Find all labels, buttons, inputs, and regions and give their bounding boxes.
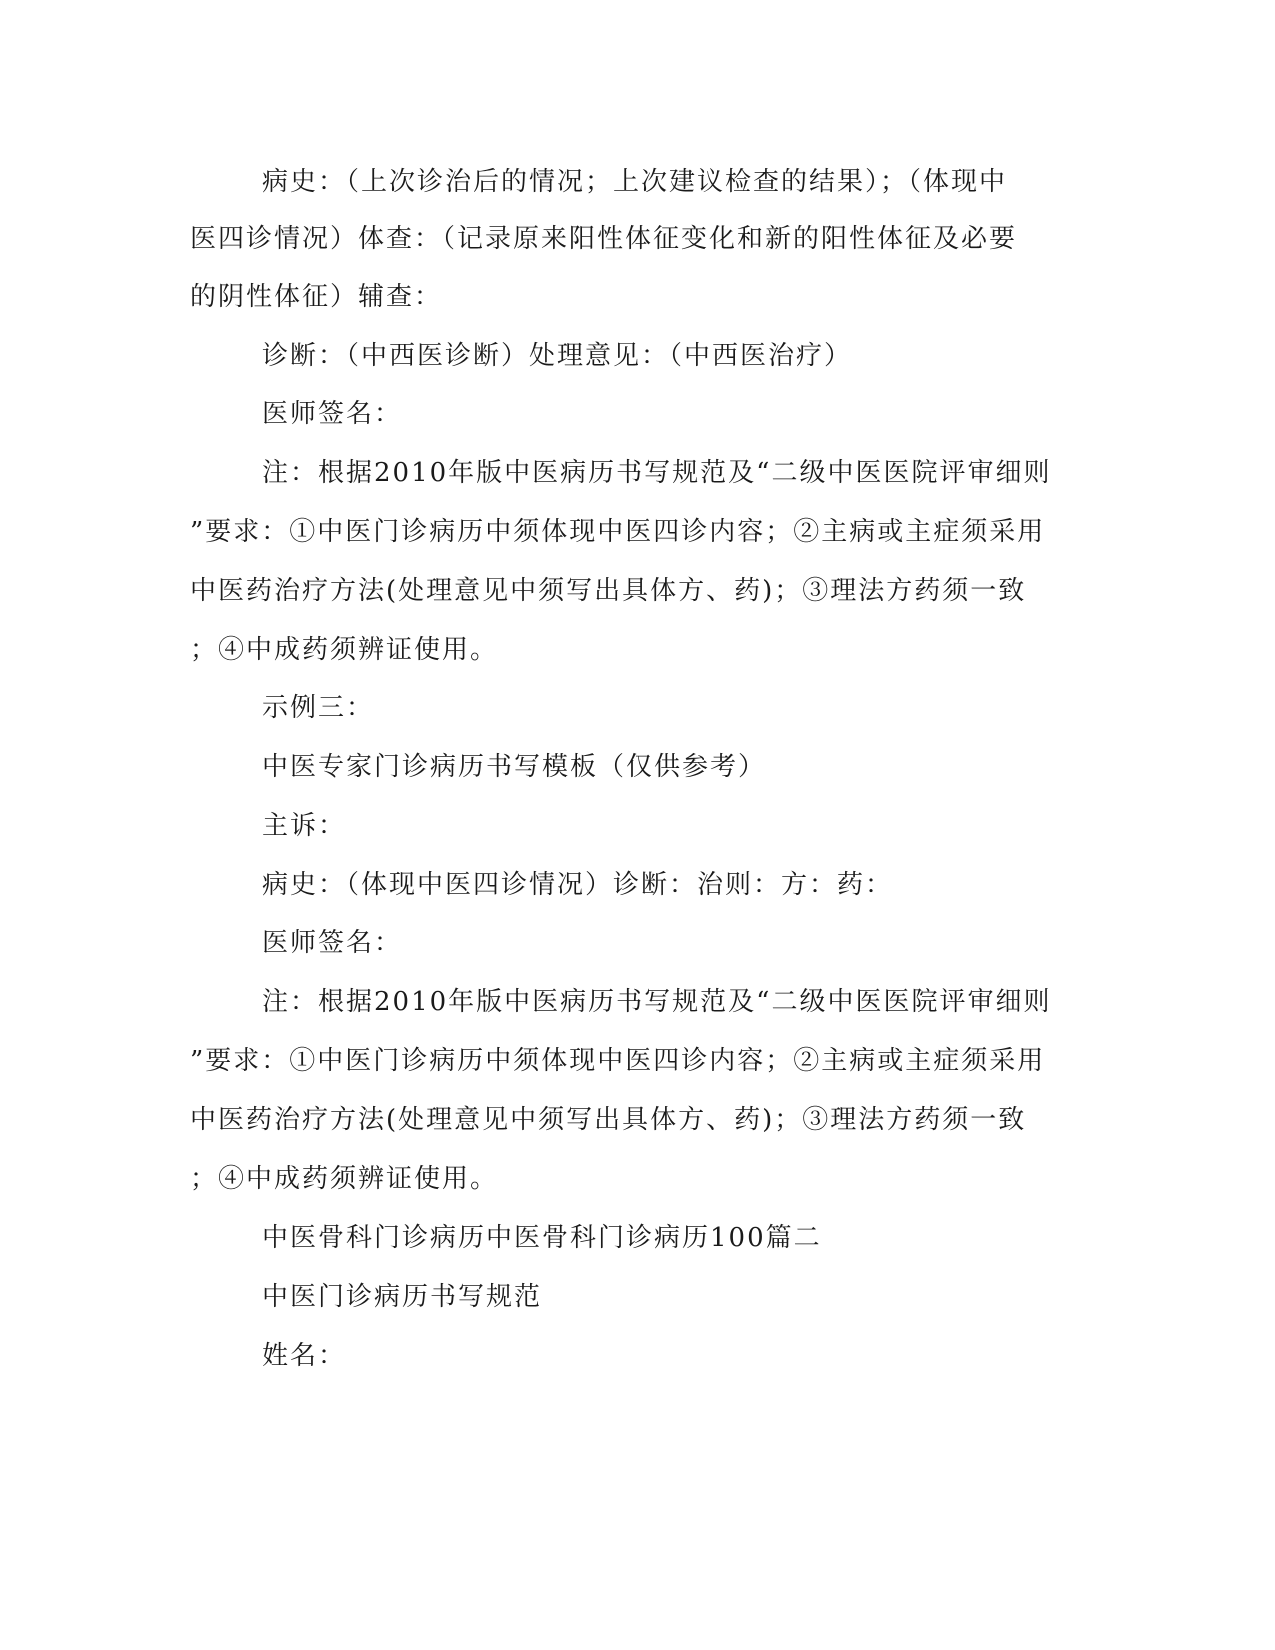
paragraph-line: 注：根据2010年版中医病历书写规范及“二级中医医院评审细则 bbox=[262, 458, 1052, 488]
paragraph-line: 病史：（上次诊治后的情况；上次建议检查的结果）；（体现中 bbox=[262, 167, 1008, 197]
paragraph-line: 中医专家门诊病历书写模板（仅供参考） bbox=[262, 752, 767, 782]
paragraph-line: 医四诊情况）体查：（记录原来阳性体征变化和新的阳性体征及必要 bbox=[190, 224, 1018, 254]
paragraph-line: 的阴性体征）辅查： bbox=[190, 282, 443, 312]
paragraph-line: 病史：（体现中医四诊情况）诊断：治则：方：药： bbox=[262, 870, 894, 900]
paragraph-line: 中医药治疗方法(处理意见中须写出具体方、药)；③理法方药须一致 bbox=[190, 576, 1027, 606]
paragraph-line: ”要求：①中医门诊病历中须体现中医四诊内容；②主病或主症须采用 bbox=[190, 517, 1046, 547]
paragraph-line: 注：根据2010年版中医病历书写规范及“二级中医医院评审细则 bbox=[262, 987, 1052, 1017]
paragraph-line: ”要求：①中医门诊病历中须体现中医四诊内容；②主病或主症须采用 bbox=[190, 1046, 1046, 1076]
paragraph-line: 示例三： bbox=[262, 693, 375, 723]
paragraph-line: 中医门诊病历书写规范 bbox=[262, 1282, 543, 1312]
paragraph-line: 诊断：（中西医诊断）处理意见：（中西医治疗） bbox=[262, 341, 853, 371]
paragraph-line: 中医骨科门诊病历中医骨科门诊病历100篇二 bbox=[262, 1223, 822, 1253]
paragraph-line: 主诉： bbox=[262, 811, 347, 841]
paragraph-line: 医师签名： bbox=[262, 399, 403, 429]
paragraph-line: 姓名： bbox=[262, 1341, 347, 1371]
paragraph-line: 中医药治疗方法(处理意见中须写出具体方、药)；③理法方药须一致 bbox=[190, 1105, 1027, 1135]
paragraph-line: ；④中成药须辨证使用。 bbox=[190, 635, 499, 665]
paragraph-line: ；④中成药须辨证使用。 bbox=[190, 1164, 499, 1194]
paragraph-line: 医师签名： bbox=[262, 928, 403, 958]
